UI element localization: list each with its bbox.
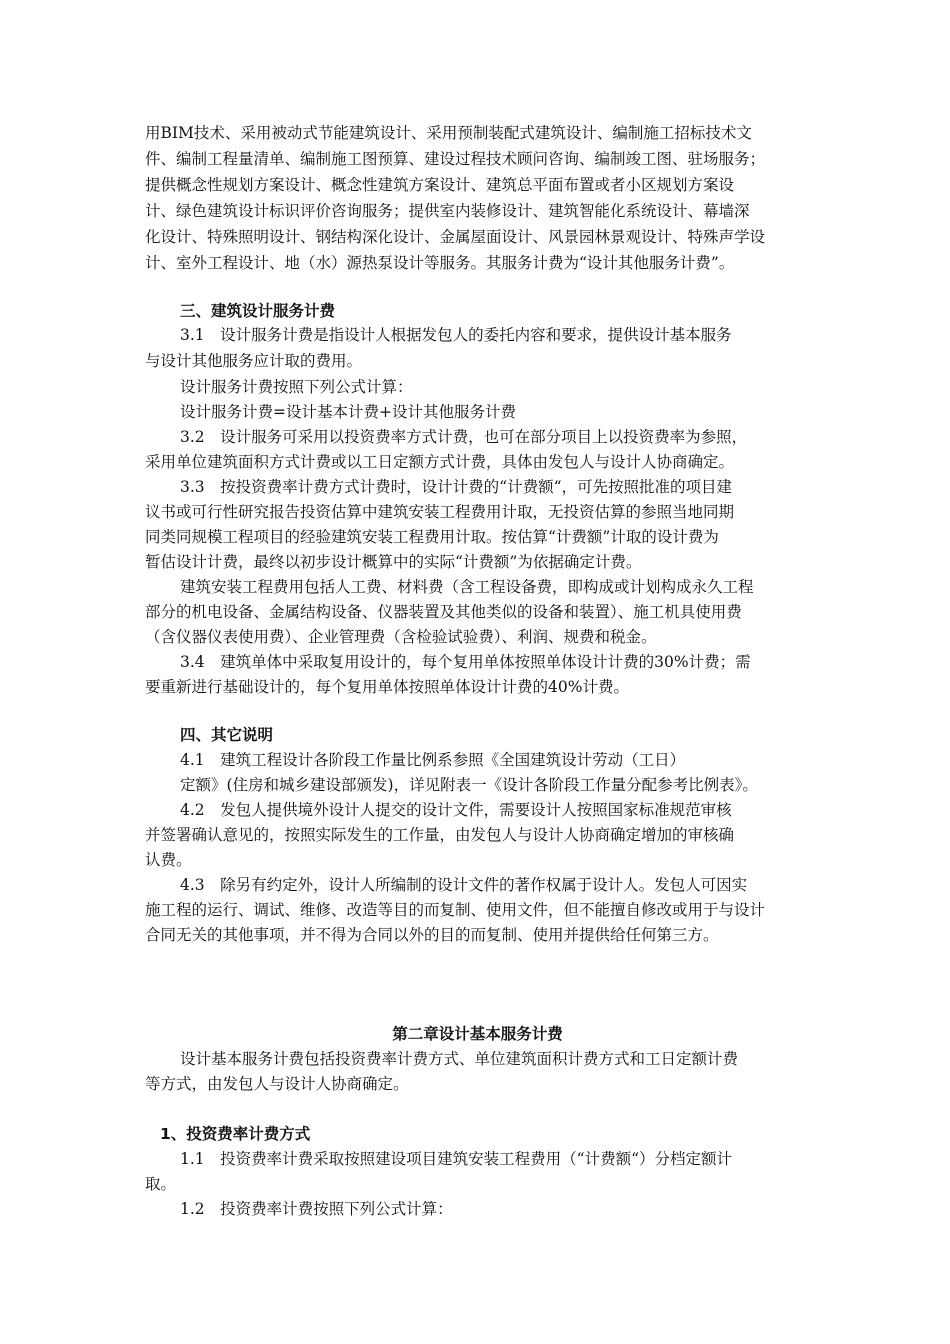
- text-line: 设计基本服务计费包括投资费率计费方式、单位建筑面积计费方式和工日定额计费: [180, 1050, 739, 1068]
- text-line: 暂估设计计费，最终以初步设计概算中的实际“计费额”为依据确定计费。: [145, 553, 642, 571]
- section-heading: 三、建筑设计服务计费: [180, 302, 336, 320]
- section-heading: 四、其它说明: [180, 726, 274, 744]
- text-line: 提供概念性规划方案设计、概念性建筑方案设计、建筑总平面布置或者小区规划方案设: [145, 176, 735, 194]
- text-line: 与设计其他服务应计取的费用。: [145, 352, 363, 370]
- text-line: 要重新进行基础设计的，每个复用单体按照单体设计计费的40%计费。: [145, 678, 629, 696]
- text-line: 4.2 发包人提供境外设计人提交的设计文件，需要设计人按照国家标准规范审核: [180, 801, 732, 819]
- text-line: 定额》(住房和城乡建设部颁发)，详见附表一《设计各阶段工作量分配参考比例表》。: [180, 776, 758, 794]
- text-line: 议书或可行性研究报告投资估算中建筑安装工程费用计取，无投资估算的参照当地同期: [145, 503, 735, 521]
- text-line: 施工程的运行、调试、维修、改造等目的而复制、使用文件，但不能擅自修改或用于与设计: [145, 901, 766, 919]
- text-line: 建筑安装工程费用包括人工费、材料费（含工程设备费，即构成或计划构成永久工程: [180, 578, 754, 596]
- text-line: 合同无关的其他事项，并不得为合同以外的目的而复制、使用并提供给任何第三方。: [145, 926, 719, 944]
- text-line: 部分的机电设备、金属结构设备、仪器装置及其他类似的设备和装置）、施工机具使用费: [145, 603, 742, 621]
- text-line: 采用单位建筑面积方式计费或以工日定额方式计费，具体由发包人与设计人协商确定。: [145, 453, 735, 471]
- text-line: 化设计、特殊照明设计、钢结构深化设计、金属屋面设计、风景园林景观设计、特殊声学设: [145, 228, 766, 246]
- text-line: 件、编制工程量清单、编制施工图预算、建设过程技术顾问咨询、编制竣工图、驻场服务；: [145, 150, 766, 168]
- text-line: 设计服务计费按照下列公式计算：: [180, 378, 413, 396]
- formula-line: 设计服务计费=设计基本计费+设计其他服务计费: [180, 403, 516, 421]
- text-line: 3.3 按投资费率计费方式计费时，设计计费的“计费额“，可先按照批准的项目建: [180, 478, 733, 496]
- subsection-heading: 1、投资费率计费方式: [160, 1125, 311, 1143]
- text-line: 等方式，由发包人与设计人协商确定。: [145, 1075, 409, 1093]
- text-line: 1.2 投资费率计费按照下列公式计算：: [180, 1200, 453, 1218]
- text-line: 3.4 建筑单体中采取复用设计的，每个复用单体按照单体设计计费的30%计费；需: [180, 653, 751, 671]
- text-line: 3.2 设计服务可采用以投资费率方式计费，也可在部分项目上以投资费率为参照，: [180, 428, 748, 446]
- text-line: 4.1 建筑工程设计各阶段工作量比例系参照《全国建筑设计劳动（工日）: [180, 751, 686, 769]
- text-line: 计、绿色建筑设计标识评价咨询服务；提供室内装修设计、建筑智能化系统设计、幕墙深: [145, 202, 750, 220]
- text-line: 同类同规模工程项目的经验建筑安装工程费用计取。按估算“计费额”计取的设计费为: [145, 528, 719, 546]
- text-line: 计、室外工程设计、地（水）源热泵设计等服务。其服务计费为“设计其他服务计费”。: [145, 254, 735, 272]
- text-line: （含仪器仪表使用费）、企业管理费（含检验试验费）、利润、规费和税金。: [145, 628, 657, 646]
- text-line: 并签署确认意见的，按照实际发生的工作量，由发包人与设计人协商确定增加的审核确: [145, 826, 735, 844]
- text-line: 4.3 除另有约定外，设计人所编制的设计文件的著作权属于设计人。发包人可因实: [180, 876, 748, 894]
- text-line: 3.1 设计服务计费是指设计人根据发包人的委托内容和要求，提供设计基本服务: [180, 326, 732, 344]
- chapter-title: 第二章设计基本服务计费: [392, 1025, 563, 1043]
- text-line: 取。: [145, 1175, 177, 1193]
- text-line: 用BIM技术、采用被动式节能建筑设计、采用预制装配式建筑设计、编制施工招标技术文: [145, 124, 752, 142]
- text-line: 1.1 投资费率计费采取按照建设项目建筑安装工程费用（“计费额“）分档定额计: [180, 1150, 733, 1168]
- text-line: 认费。: [145, 851, 192, 869]
